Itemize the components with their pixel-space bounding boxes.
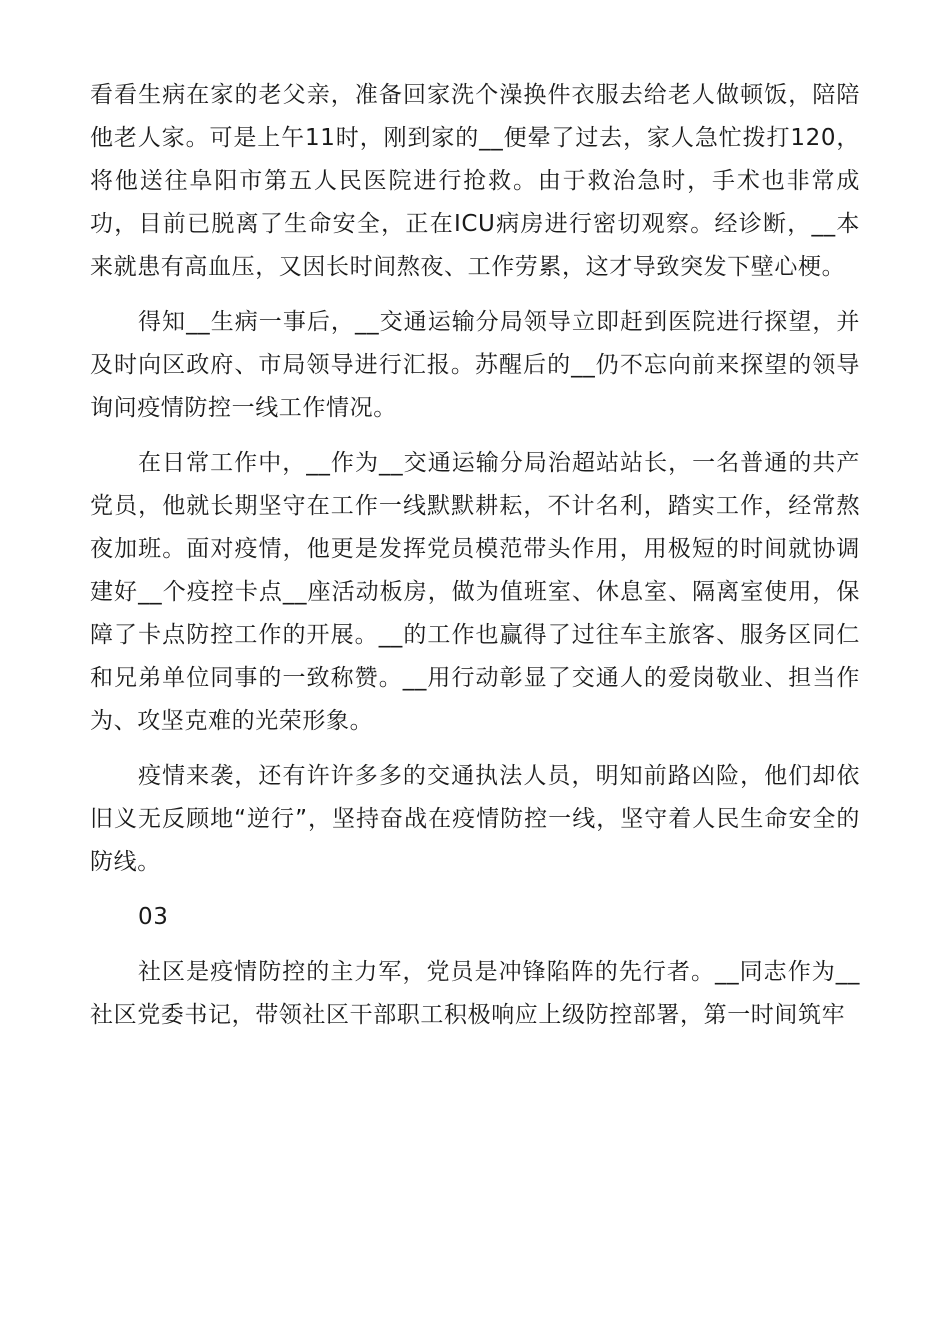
- paragraph-continued: 看看生病在家的老父亲，准备回家洗个澡换件衣服去给老人做顿饭，陪陪他老人家。可是上午11时，刚到家的__便晕了过去，家人急忙拨打120，将他送往阜阳市第五人民医院进行抢救。由于救治急时，手术也非常成功，目前已脱离了生命安全，正在ICU病房进行密切观察。经诊断，__本来就患有高血压，又因长时间熬夜、工作劳累，这才导致突发下壁心梗。: [90, 82, 860, 280]
- paragraph-community: 社区是疫情防控的主力军，党员是冲锋陷阵的先行者。__同志作为__社区党委书记，带领社区干部职工积极响应上级防控部署，第一时间筑牢: [90, 959, 860, 1028]
- paragraph-visit: 得知__生病一事后，__交通运输分局领导立即赶到医院进行探望，并及时向区政府、市局领导进行汇报。苏醒后的__仍不忘向前来探望的领导询问疫情防控一线工作情况。: [90, 309, 860, 421]
- document-page: [90, 74, 860, 1049]
- paragraph-daily-work: 在日常工作中，__作为__交通运输分局治超站站长，一名普通的共产党员，他就长期坚守在工作一线默默耕耘，不计名利，踏实工作，经常熬夜加班。面对疫情，他更是发挥党员模范带头作用，用极短的时间就协调建好__个疫控卡点__座活动板房，做为值班室、休息室、隔离室使用，保障了卡点防控工作的开展。__的工作也赢得了过往车主旅客、服务区同仁和兄弟单位同事的一致称赞。__用行动彰显了交通人的爱岗敬业、担当作为、攻坚克难的光荣形象。: [90, 450, 860, 734]
- paragraph-retrograde: 疫情来袭，还有许许多多的交通执法人员，明知前路凶险，他们却依旧义无反顾地“逆行”，坚持奋战在疫情防控一线，坚守着人民生命安全的防线。: [90, 763, 860, 875]
- section-number: 03: [138, 904, 169, 930]
